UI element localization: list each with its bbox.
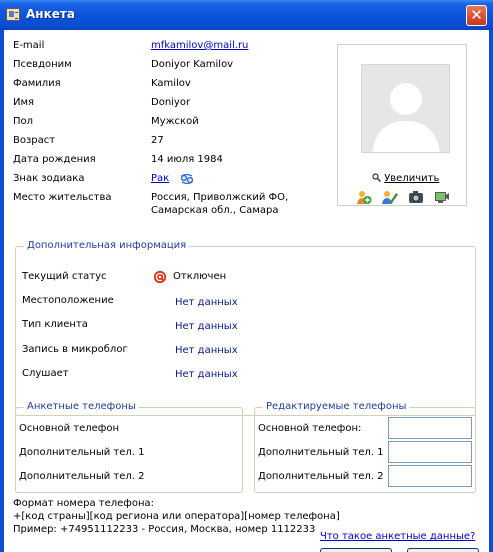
nickname-label: Псевдоним: [13, 59, 72, 70]
status-label: Текущий статус: [22, 271, 107, 282]
microblog-label: Запись в микроблог: [22, 344, 128, 355]
location-label: Местоположение: [22, 295, 114, 306]
gender-value: Мужской: [151, 116, 199, 127]
extra-phone-2-input[interactable]: [388, 465, 472, 487]
camera-icon[interactable]: [408, 189, 424, 205]
additional-info-legend: Дополнительная информация: [24, 240, 189, 251]
location-value: Нет данных: [175, 297, 238, 308]
editable-phones-group: [254, 401, 476, 493]
birthdate-label: Дата рождения: [13, 154, 96, 165]
title-bar[interactable]: [0, 0, 493, 30]
main-phone-label: Основной телефон: [19, 423, 119, 434]
surname-label: Фамилия: [13, 78, 61, 89]
residence-line-1: Россия, Приволжский ФО,: [151, 192, 289, 203]
zoom-link[interactable]: [372, 173, 439, 184]
zoom-label[interactable]: Увеличить: [384, 173, 440, 184]
gender-label: Пол: [13, 116, 34, 127]
extra-phone-1-label: Дополнительный тел. 1: [19, 447, 145, 458]
residence-label: Место жительства: [13, 192, 112, 203]
editable-phones-legend: Редактируемые телефоны: [263, 401, 409, 412]
photo-panel: [337, 44, 467, 206]
additional-info-group: [15, 240, 476, 416]
email-link[interactable]: mfkamilov@mail.ru: [151, 40, 249, 51]
mail-agent-offline-icon: [153, 270, 167, 284]
what-is-profile-data-link[interactable]: Что такое анкетные данные?: [320, 531, 476, 542]
cancer-zodiac-icon: [180, 173, 194, 185]
extra-phone-1-input[interactable]: [388, 441, 472, 463]
listening-label: Слушает: [22, 368, 69, 379]
phone-format-title: Формат номера телефона:: [13, 498, 154, 509]
phone-format-example: Пример: +74951112233 - Россия, Москва, номер 1112233: [13, 524, 316, 535]
edit-extra-phone-2-label: Дополнительный тел. 2: [258, 471, 384, 482]
webcam-icon[interactable]: [434, 189, 450, 205]
zodiac-link[interactable]: Рак: [151, 173, 170, 184]
edit-icon[interactable]: [382, 189, 398, 205]
main-phone-input[interactable]: [388, 417, 472, 439]
residence-line-2: Самарская обл., Самара: [151, 205, 279, 216]
profile-phones-group: [15, 401, 243, 493]
microblog-value: Нет данных: [175, 345, 238, 356]
profile-card-icon: [6, 8, 20, 21]
status-value: Отключен: [173, 271, 227, 282]
nickname-value: Doniyor Kamilov: [151, 59, 234, 70]
phone-format-pattern: +[код страны][код региона или оператора][номер телефона]: [13, 511, 340, 522]
firstname-label: Имя: [13, 97, 35, 108]
photo-actions: [356, 189, 452, 205]
listening-value: Нет данных: [175, 369, 238, 380]
profile-window-body: [4, 30, 489, 552]
dialog-button-1[interactable]: [320, 548, 392, 552]
profile-phones-legend: Анкетные телефоны: [24, 401, 139, 412]
extra-phone-2-label: Дополнительный тел. 2: [19, 471, 145, 482]
client-type-value: Нет данных: [175, 321, 238, 332]
birthdate-value: 14 июля 1984: [151, 154, 223, 165]
age-value: 27: [151, 135, 164, 146]
add-contact-icon[interactable]: [356, 189, 372, 205]
close-button[interactable]: ✕: [466, 5, 487, 26]
email-label: E-mail: [13, 40, 45, 51]
avatar[interactable]: [361, 64, 450, 153]
firstname-value: Doniyor: [151, 97, 191, 108]
surname-value: Kamilov: [151, 78, 191, 89]
edit-extra-phone-1-label: Дополнительный тел. 1: [258, 447, 384, 458]
zodiac-label: Знак зодиака: [13, 173, 85, 184]
dialog-button-2[interactable]: [407, 548, 479, 552]
magnifier-icon: [372, 173, 381, 182]
client-type-label: Тип клиента: [22, 319, 88, 330]
age-label: Возраст: [13, 135, 56, 146]
no-photo-text: НЕТ ФОТО: [385, 139, 428, 147]
edit-main-phone-label: Основной телефон:: [258, 423, 362, 434]
window-title: Анкета: [26, 7, 75, 21]
